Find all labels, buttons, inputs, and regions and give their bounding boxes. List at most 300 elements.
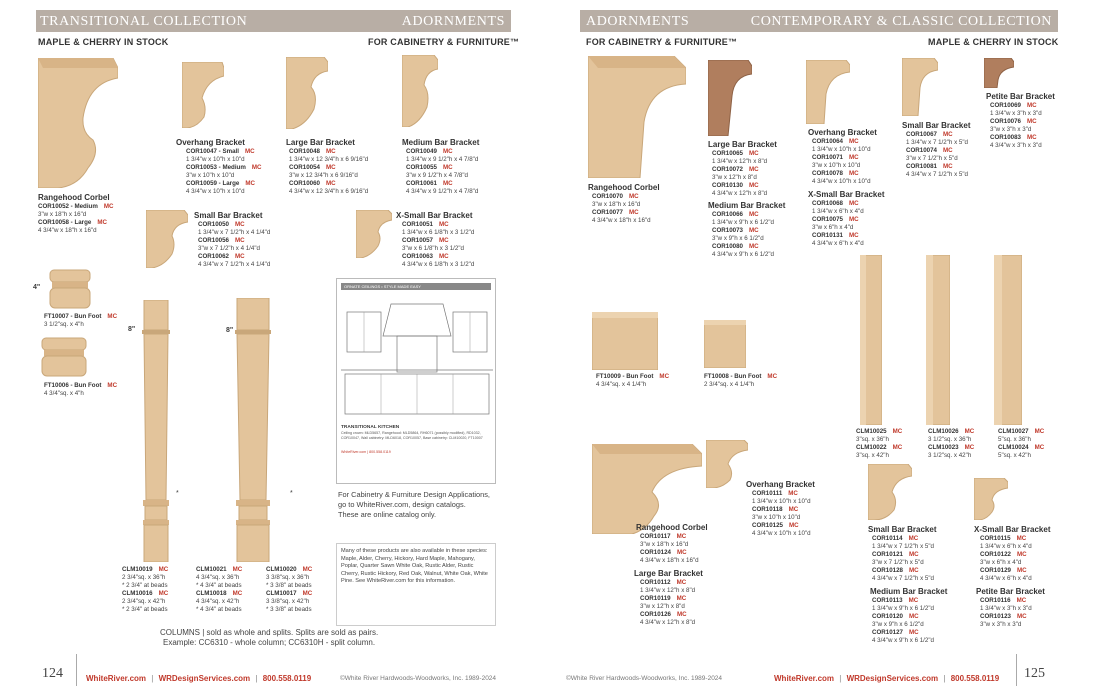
mc-badge: MC [748,150,759,157]
mc-badge: MC [659,373,670,380]
design-note-line: These are online catalog only. [338,510,437,519]
classic-xsmall-bar-specs [980,535,1032,583]
mc-badge: MC [244,148,255,155]
spec-dims: 3"sq. x 36"h [856,436,889,443]
spec-dims: 4 3/4"w x 9 1/2"h x 4 7/8"d [406,188,479,195]
mc-badge: MC [1016,613,1027,620]
page-number-left: 124 [42,666,63,681]
bun-foot-ft10008-specs [704,373,777,389]
mc-badge: MC [942,163,953,170]
bun-foot-ft10006-image [40,336,88,378]
whiteriver-link[interactable]: WhiteRiver.com [86,674,147,683]
kitchen-line-drawing [341,296,493,416]
right-header-bar [580,10,1058,32]
bun-foot-ft10008-image [704,320,746,368]
spec-dims: 4 3/4"w x 10"h x 10"d [752,530,811,537]
classic-small-bar-image [868,464,912,520]
mc-badge: MC [848,200,859,207]
mc-badge: MC [848,170,859,177]
spec-dims: 1 3/4"w x 6"h x 4"d [812,208,864,215]
spec-code: CLM10023 [928,444,959,451]
columns-note-line-2: Example: CC6310 - whole column; CC6310H - split column. [163,638,376,647]
column-star-marker: * [290,490,293,497]
spec-code: COR10080 [712,243,743,250]
spec-code: CLM10024 [998,444,1029,451]
mc-badge: MC [1016,535,1027,542]
spec-code: COR10123 [980,613,1011,620]
design-catalog-thumbnail[interactable] [336,278,496,484]
mc-badge: MC [158,590,169,597]
spec-dims: 3"w x 3"h x 3"d [990,126,1032,133]
rangehood-corbel-specs [38,203,113,235]
spec-dims: 1 3/4"w x 7 1/2"h x 5"d [872,543,934,550]
spec-code: COR10054 [289,164,320,171]
mc-badge: MC [107,313,118,320]
footer-separator: | [255,674,258,683]
spec-code: FT10007 - Bun Foot [44,313,102,320]
spec-code: COR10056 [198,237,229,244]
contemporary-column-2-specs [928,428,974,460]
design-services-link[interactable]: WRDesignServices.com [158,674,251,683]
spec-dims: 3"w x 9 1/2"h x 4 7/8"d [406,172,468,179]
mc-badge: MC [848,232,859,239]
spec-dims: 3"w x 18"h x 16"d [592,201,641,208]
classic-small-bar-specs [872,535,934,583]
spec-code: COR10070 [592,193,623,200]
bun-foot-ft10009-specs [596,373,669,389]
spec-code: CLM10025 [856,428,887,435]
spec-dims: 1 3/4"w x 3"h x 3"d [990,110,1042,117]
mc-badge: MC [676,611,687,618]
column-star-marker: * [176,490,179,497]
classic-rangehood-specs [640,533,699,565]
spec-dims: 3"w x 18"h x 16"d [38,211,87,218]
mc-badge: MC [908,535,919,542]
spec-dims: 3 1/2"sq. x 42"h [928,452,972,459]
spec-dims: 1 3/4"w x 9"h x 6 1/2"d [712,219,774,226]
contemporary-rangehood-specs [592,193,651,225]
page-number-right: 125 [1024,666,1045,681]
rangehood-corbel-image [38,58,118,188]
large-bar-bracket-title: Large Bar Bracket [286,138,355,147]
mc-badge: MC [908,629,919,636]
spec-code: COR10077 [592,209,623,216]
spec-dims: 2 3/4"sq. x 36"h [122,574,166,581]
spec-code: COR10061 [406,180,437,187]
mc-badge: MC [892,444,903,451]
spec-code: COR10121 [872,551,903,558]
spec-code: COR10064 [812,138,843,145]
mc-badge: MC [628,209,639,216]
spec-dims: 4 3/4"w x 7 1/2"h x 5"d [906,171,968,178]
contemporary-large-bar-image [708,60,752,136]
contemporary-petite-bar-title: Petite Bar Bracket [986,92,1055,101]
spec-code: COR10071 [812,154,843,161]
xsmall-bar-bracket-title: X-Small Bar Bracket [396,211,473,220]
spec-dims: 4 3/4"w x 18"h x 16"d [38,227,97,234]
mc-badge: MC [1016,551,1027,558]
spec-code: COR10124 [640,549,671,556]
classic-medium-bar-specs [872,597,934,645]
classic-large-bar-specs [640,579,695,627]
spec-code: COR10062 [198,253,229,260]
contemporary-column-1-image [860,255,882,425]
spec-dims: * 3 3/8" at beads [266,582,312,589]
mc-badge: MC [325,164,336,171]
spec-dims: 3"w x 9"h x 6 1/2"d [872,621,924,628]
column-bead-label: 8" [128,326,136,333]
contemporary-xsmall-bar-title: X-Small Bar Bracket [808,190,885,199]
xsmall-bar-bracket-specs [402,221,474,269]
spec-code: COR10051 [402,221,433,228]
spec-dims: 4 3/4"sq. x 4"h [44,390,84,397]
spec-dims: 2 3/4"sq. x 4 1/4"h [704,381,755,388]
spec-code: CLM10018 [196,590,227,597]
spec-dims: 1 3/4"w x 12"h x 8"d [712,158,768,165]
spec-dims: 4 3/4"w x 18"h x 16"d [640,557,699,564]
right-adornments-title: ADORNMENTS [586,14,690,29]
mc-badge: MC [325,180,336,187]
spec-dims: 2 3/4"sq. x 42"h [122,598,166,605]
footer-divider-left [76,654,77,686]
column-specs-3 [266,566,312,614]
spec-dims: 3"w x 12 3/4"h x 6 9/16"d [289,172,358,179]
spec-dims: 4 3/4"w x 6 1/8"h x 3 1/2"d [402,261,475,268]
spec-code: COR10063 [402,253,433,260]
spec-code: COR10111 [752,490,783,497]
spec-code: COR10067 [906,131,937,138]
mc-badge: MC [848,138,859,145]
contemporary-petite-bar-specs [990,102,1042,150]
spec-code: COR10060 [289,180,320,187]
spec-code: COR10115 [980,535,1011,542]
spec-code: COR10047 - Small [186,148,239,155]
spec-code: COR10117 [640,533,671,540]
spec-code: COR10069 [990,102,1021,109]
mc-badge: MC [788,522,799,529]
spec-dims: 3"w x 12"h x 8"d [712,174,757,181]
mc-badge: MC [748,227,759,234]
contemporary-large-bar-title: Large Bar Bracket [708,140,777,149]
contemporary-column-1-specs [856,428,902,460]
contemporary-overhang-image [806,60,850,124]
spec-code: COR10065 [712,150,743,157]
spec-dims: 4 3/4"w x 10"h x 10"d [812,178,871,185]
bun-foot-ft10009-image [592,312,658,370]
left-adornments-title: ADORNMENTS [401,14,505,29]
mc-badge: MC [158,566,169,573]
spec-code: COR10122 [980,551,1011,558]
left-collection-title: TRANSITIONAL COLLECTION [40,14,248,29]
mc-badge: MC [97,219,107,226]
spec-dims: 4 3/4"w x 7 1/2"h x 5"d [872,575,934,582]
classic-overhang-image [706,440,748,488]
overhang-bracket-specs [186,148,261,196]
mc-badge: MC [1034,444,1045,451]
spec-dims: 3"w x 6 1/8"h x 3 1/2"d [402,245,464,252]
mc-badge: MC [442,148,453,155]
spec-code: COR10120 [872,613,903,620]
mc-badge: MC [676,549,687,556]
spec-dims: 1 3/4"w x 10"h x 10"d [186,156,245,163]
spec-code: CLM10016 [122,590,153,597]
small-bar-bracket-specs [198,221,270,269]
right-copyright: ©White River Hardwoods-Woodworks, Inc. 1989-2024 [566,675,723,682]
classic-overhang-specs [752,490,811,538]
classic-small-bar-title: Small Bar Bracket [868,525,937,534]
mc-badge: MC [676,579,687,586]
medium-bar-bracket-title: Medium Bar Bracket [402,138,480,147]
foot-height-label: 4" [33,284,41,291]
mc-badge: MC [964,428,975,435]
mc-badge: MC [1026,134,1037,141]
medium-bar-bracket-specs [406,148,478,196]
contemporary-small-bar-image [902,58,938,116]
contemporary-medium-bar-specs [712,211,774,259]
spec-code: COR10127 [872,629,903,636]
mc-badge: MC [848,216,859,223]
mc-badge: MC [232,590,243,597]
spec-code: COR10052 - Medium [38,203,98,210]
classic-large-bar-title: Large Bar Bracket [634,569,703,578]
phone-number: 800.558.0119 [262,674,312,683]
design-note-line: go to WhiteRiver.com, design catalogs. [338,500,466,509]
contemporary-column-2-image [926,255,950,425]
classic-xsmall-bar-image [974,478,1008,520]
classic-petite-bar-title: Petite Bar Bracket [976,587,1045,596]
left-stock-note: MAPLE & CHERRY IN STOCK [38,37,169,47]
mc-badge: MC [302,566,313,573]
contemporary-large-bar-specs [712,150,767,198]
mc-badge: MC [942,131,953,138]
right-stock-note: MAPLE & CHERRY IN STOCK [928,37,1059,47]
classic-medium-bar-title: Medium Bar Bracket [870,587,948,596]
spec-dims: 4 3/4"sq. x 36"h [196,574,240,581]
spec-dims: 3"w x 6"h x 4"d [812,224,854,231]
spec-dims: 1 3/4"w x 6"h x 4"d [980,543,1032,550]
large-bar-bracket-image [286,57,328,129]
rangehood-corbel-title: Rangehood Corbel [38,193,110,202]
spec-dims: 3"w x 10"h x 10"d [812,162,861,169]
spec-code: COR10116 [980,597,1011,604]
mc-badge: MC [302,590,313,597]
spec-dims: 3"w x 3"h x 3"d [980,621,1022,628]
spec-dims: 1 3/4"w x 7 1/2"h x 5"d [906,139,968,146]
mc-badge: MC [748,166,759,173]
spec-code: FT10008 - Bun Foot [704,373,762,380]
transitional-column-1-image [142,300,170,562]
left-header-bar [36,10,511,32]
mc-badge: MC [848,154,859,161]
classic-overhang-title: Overhang Bracket [746,480,815,489]
column-specs-1 [122,566,168,614]
mc-badge: MC [234,237,245,244]
spec-code: COR10066 [712,211,743,218]
spec-dims: 1 3/4"w x 3"h x 3"d [980,605,1032,612]
spec-code: COR10075 [812,216,843,223]
spec-code: CLM10022 [856,444,887,451]
spec-dims: * 2 3/4" at beads [122,582,168,589]
whiteriver-link[interactable]: WhiteRiver.com [774,674,835,683]
spec-dims: * 3 3/8" at beads [266,606,312,613]
contemporary-small-bar-title: Small Bar Bracket [902,121,971,130]
mc-badge: MC [234,253,245,260]
contemporary-medium-bar-title: Medium Bar Bracket [708,201,786,210]
mc-badge: MC [908,613,919,620]
mc-badge: MC [245,180,255,187]
design-services-link[interactable]: WRDesignServices.com [846,674,939,683]
spec-dims: 3 3/8"sq. x 42"h [266,598,310,605]
spec-dims: 3"w x 6"h x 4"d [980,559,1022,566]
mc-badge: MC [892,428,903,435]
spec-code: COR10074 [906,147,937,154]
spec-dims: * 4 3/4" at beads [196,606,242,613]
overhang-bracket-image [182,62,224,128]
columns-note-line-1: COLUMNS | sold as whole and splits. Splits are sold as pairs. [160,628,379,637]
mc-badge: MC [748,211,759,218]
contemporary-rangehood-corbel-image [588,56,686,178]
mc-badge: MC [438,237,449,244]
spec-code: COR10112 [640,579,671,586]
spec-code: COR10126 [640,611,671,618]
mc-badge: MC [676,595,687,602]
spec-dims: 3 1/2"sq. x 4"h [44,321,84,328]
spec-code: COR10114 [872,535,903,542]
left-cabinetry-note: FOR CABINETRY & FURNITURE™ [368,37,520,47]
mc-badge: MC [442,164,453,171]
spec-dims: 3"w x 7 1/2"h x 5"d [872,559,924,566]
mc-badge: MC [1016,567,1027,574]
spec-code: COR10057 [402,237,433,244]
spec-code: COR10058 - Large [38,219,92,226]
spec-dims: 3"w x 7 1/2"h x 4 1/4"d [198,245,260,252]
spec-code: COR10130 [712,182,743,189]
mc-badge: MC [251,164,262,171]
mc-badge: MC [942,147,953,154]
mc-badge: MC [964,444,975,451]
right-footer-links [774,674,999,683]
bun-foot-ft10007-image [48,268,92,310]
mc-badge: MC [908,597,919,604]
spec-dims: 1 3/4"w x 10"h x 10"d [752,498,811,505]
mc-badge: MC [325,148,336,155]
small-bar-bracket-image [146,210,188,268]
right-collection-title: CONTEMPORARY & CLASSIC COLLECTION [750,14,1052,29]
species-note-box: Many of these products are also available in these species: Maple, Alder, Cherry, Hickory, Hard Maple, Mahogany, Poplar, Quarter Sawn White Oak, Rustic Alder, Rustic Cherry, Rustic Hickory, Red Oak, Walnut, White Oak, White Pine. See WhiteRiver.com for this information. [336,543,496,626]
mc-badge: MC [438,221,449,228]
spec-dims: 4 3/4"w x 3"h x 3"d [990,142,1042,149]
spec-code: COR10073 [712,227,743,234]
right-cabinetry-note: FOR CABINETRY & FURNITURE™ [586,37,738,47]
spec-dims: 3"w x 9"h x 6 1/2"d [712,235,764,242]
spec-code: COR10129 [980,567,1011,574]
spec-code: COR10119 [640,595,671,602]
spec-dims: 4 3/4"sq. x 42"h [196,598,240,605]
spec-dims: 3"w x 10"h x 10"d [752,514,801,521]
mc-badge: MC [1016,597,1027,604]
spec-dims: 3 1/2"sq. x 36"h [928,436,972,443]
mc-badge: MC [748,182,759,189]
spec-dims: 1 3/4"w x 12"h x 8"d [640,587,696,594]
mc-badge: MC [908,567,919,574]
spec-dims: 3"w x 7 1/2"h x 5"d [906,155,958,162]
spec-dims: 1 3/4"w x 12 3/4"h x 6 9/16"d [289,156,369,163]
small-bar-bracket-title: Small Bar Bracket [194,211,263,220]
spec-code: COR10128 [872,567,903,574]
spec-dims: 3"w x 10"h x 10"d [186,172,235,179]
spec-dims: 4 3/4"w x 12"h x 8"d [640,619,696,626]
contemporary-overhang-specs [812,138,871,186]
contemporary-rangehood-title: Rangehood Corbel [588,183,660,192]
mc-badge: MC [438,253,449,260]
catalog-caption-body: Ceiling crown: MLD5657, Rangehood: MLD5864, RH6071 (possibly modified), RD1032, COR10047, Wall cabinetry: MLD6018, COR10057, Base cabinetry: CLM10020, FT10007 [341,431,483,440]
spec-dims: 4 3/4"w x 6"h x 4"d [980,575,1032,582]
design-note-line: For Cabinetry & Furniture Design Applications, [338,490,490,499]
mc-badge: MC [788,506,799,513]
mc-badge: MC [748,243,759,250]
spec-dims: 3"sq. x 42"h [856,452,889,459]
spec-code: CLM10021 [196,566,227,573]
spec-dims: 5"sq. x 42"h [998,452,1031,459]
spec-dims: 1 3/4"w x 10"h x 10"d [812,146,871,153]
spec-code: COR10050 [198,221,229,228]
mc-badge: MC [767,373,778,380]
mc-badge: MC [1026,102,1037,109]
spec-dims: 1 3/4"w x 7 1/2"h x 4 1/4"d [198,229,271,236]
spec-code: COR10118 [752,506,783,513]
spec-code: COR10078 [812,170,843,177]
mc-badge: MC [234,221,245,228]
spec-code: CLM10019 [122,566,153,573]
classic-xsmall-bar-title: X-Small Bar Bracket [974,525,1051,534]
spec-code: CLM10027 [998,428,1029,435]
spec-dims: 4 3/4"w x 9"h x 6 1/2"d [712,251,774,258]
spec-dims: * 2 3/4" at beads [122,606,168,613]
contemporary-overhang-title: Overhang Bracket [808,128,877,137]
contemporary-petite-bar-image [984,58,1014,88]
spec-dims: 4 3/4"w x 9"h x 6 1/2"d [872,637,934,644]
spec-dims: 4 3/4"sq. x 4 1/4"h [596,381,647,388]
transitional-column-2-image [235,298,271,562]
spec-dims: 3"w x 12"h x 8"d [640,603,685,610]
spec-code: CLM10026 [928,428,959,435]
mc-badge: MC [676,533,687,540]
spec-code: COR10055 [406,164,437,171]
design-applications-note [338,490,490,520]
column-bead-label: 8" [226,327,234,334]
catalog-thumbnail-header: ORNATE CEILINGS • STYLE MADE EASY [341,283,491,290]
contemporary-small-bar-specs [906,131,968,179]
contemporary-column-3-image [994,255,1022,425]
column-specs-2 [196,566,242,614]
contemporary-column-3-specs [998,428,1044,460]
mc-badge: MC [628,193,639,200]
mc-badge: MC [1034,428,1045,435]
spec-code: FT10009 - Bun Foot [596,373,654,380]
spec-code: COR10068 [812,200,843,207]
spec-dims: 5"sq. x 36"h [998,436,1031,443]
bun-foot-ft10007-specs [44,313,117,329]
footer-separator: | [151,674,154,683]
spec-dims: 4 3/4"w x 6"h x 4"d [812,240,864,247]
spec-dims: 3"w x 18"h x 16"d [640,541,689,548]
footer-divider-right [1016,654,1017,686]
medium-bar-bracket-image [402,55,438,127]
footer-separator: | [839,674,842,683]
spec-dims: 4 3/4"w x 12 3/4"h x 6 9/16"d [289,188,369,195]
catalog-caption-title: TRANSITIONAL KITCHEN [341,425,400,430]
footer-separator: | [943,674,946,683]
